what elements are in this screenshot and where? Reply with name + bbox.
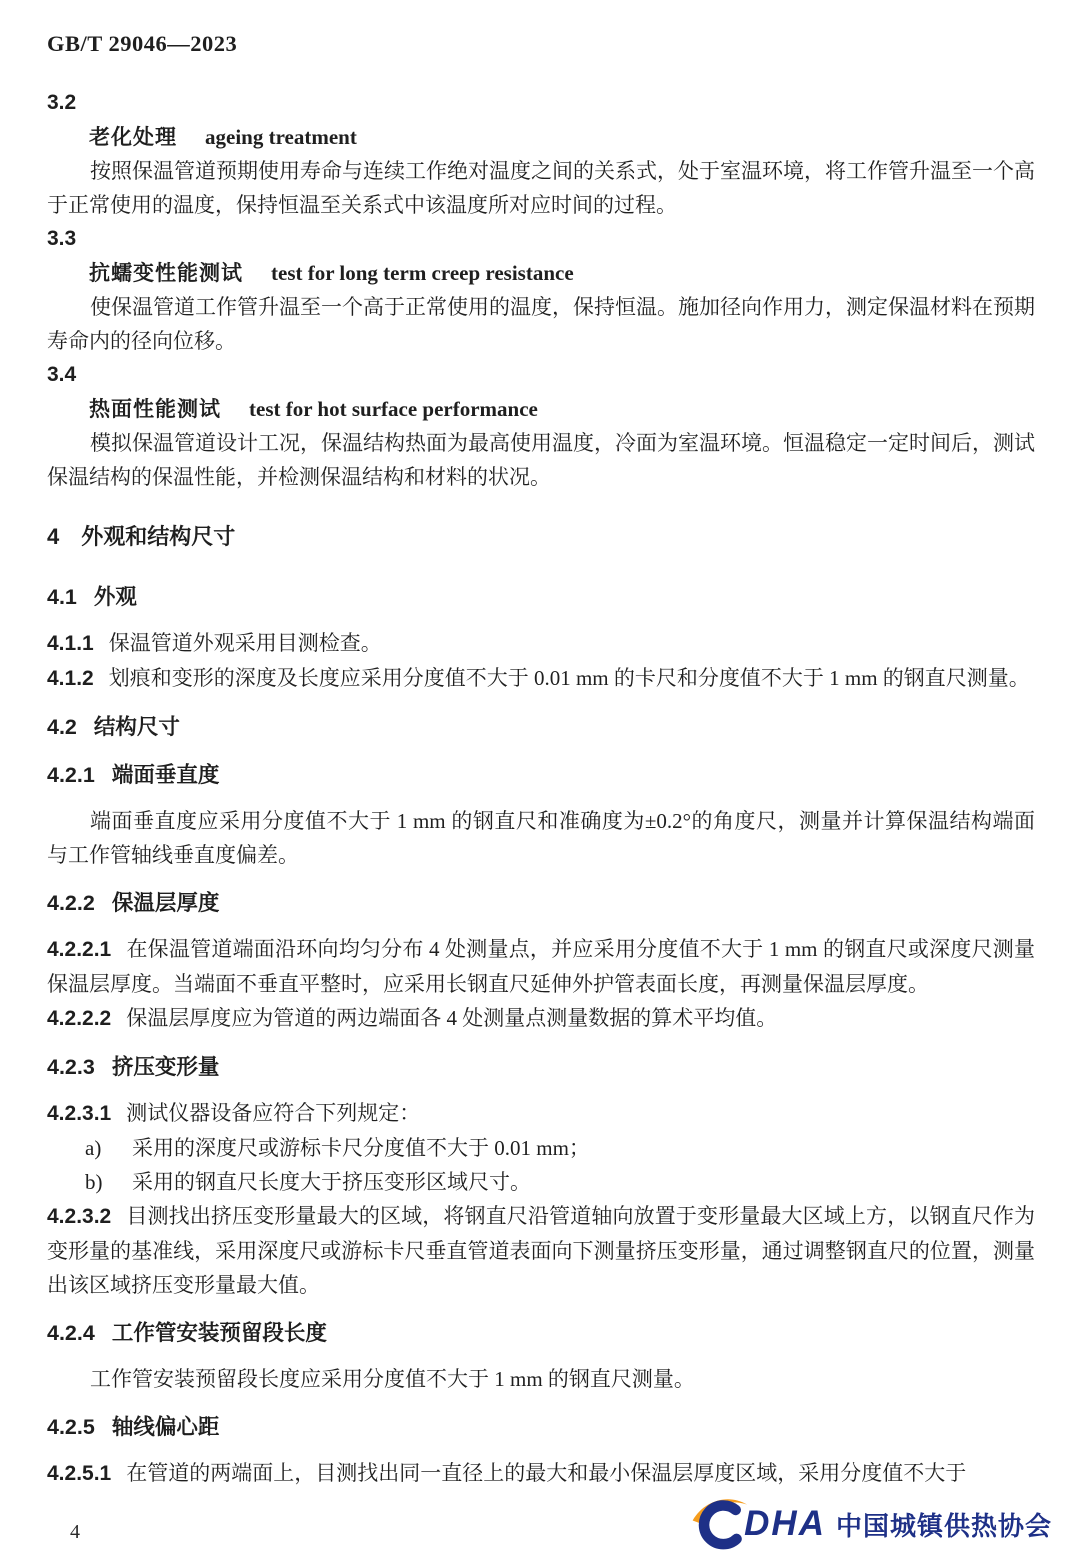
logo-association-name: 中国城镇供热协会: [835, 1510, 1052, 1541]
numbered-paragraph-4.2.5.1: 4.2.5.1 在管道的两端面上，目测找出同一直径上的最大和最小保温层厚度区域，采用分度值不大于: [47, 1461, 967, 1485]
cdha-logo-icon: [690, 1495, 748, 1553]
list-item-a: a) 采用的深度尺或游标卡尺分度值不大于 0.01 mm；: [85, 1136, 590, 1160]
section-heading-4.2: 4.2 结构尺寸: [47, 715, 180, 739]
numbered-paragraph-4.1.1: 4.1.1 保温管道外观采用目测检查。: [47, 631, 382, 655]
term-heading: 热面性能测试 test for hot surface performance: [89, 397, 538, 421]
association-logo: [680, 1490, 1056, 1558]
numbered-paragraph-4.2.3.2: 4.2.3.2 目测找出挤压变形量最大的区域，将钢直尺沿管道轴向放置于变形量最大区域上方，以钢直尺作为变形量的基准线，采用深度尺或游标卡尺垂直管道表面向下测量挤压变形量，通过调整钢直尺的位置，测量出该区域挤压变形量最大值。: [47, 1204, 1035, 1297]
document-body: [0, 58, 1080, 1491]
paragraph: 按照保温管道预期使用寿命与连续工作绝对温度之间的关系式，处于室温环境，将工作管升温至一个高于正常使用的温度，保持恒温至关系式中该温度所对应时间的过程。: [47, 159, 1035, 217]
section-heading-4.2.3: 4.2.3 挤压变形量: [47, 1055, 220, 1079]
term-heading: 老化处理 ageing treatment: [89, 125, 357, 149]
clause-number: 3.4: [47, 363, 77, 386]
numbered-paragraph-4.1.2: 4.1.2 划痕和变形的深度及长度应采用分度值不大于 0.01 mm 的卡尺和分度值不大于 1 mm 的钢直尺测量。: [47, 666, 1030, 690]
numbered-paragraph-4.2.3.1: 4.2.3.1 测试仪器设备应符合下列规定：: [47, 1101, 421, 1125]
section-heading-4.2.1: 4.2.1 端面垂直度: [47, 763, 220, 787]
list-item-b: b) 采用的钢直尺长度大于挤压变形区域尺寸。: [85, 1170, 531, 1194]
clause-number: 3.2: [47, 91, 77, 114]
standard-code-header: GB/T 29046—2023: [47, 31, 238, 56]
section-heading-4.2.5: 4.2.5 轴线偏心距: [47, 1415, 220, 1439]
paragraph: 工作管安装预留段长度应采用分度值不大于 1 mm 的钢直尺测量。: [90, 1367, 695, 1391]
section-heading-4.1: 4.1 外观: [47, 585, 137, 609]
term-heading: 抗蠕变性能测试 test for long term creep resistance: [89, 261, 574, 285]
section-heading-4: 4 外观和结构尺寸: [47, 524, 236, 549]
numbered-paragraph-4.2.2.2: 4.2.2.2 保温层厚度应为管道的两边端面各 4 处测量点测量数据的算术平均值。: [47, 1006, 778, 1030]
page-number: 4: [70, 1521, 80, 1543]
paragraph: 使保温管道工作管升温至一个高于正常使用的温度，保持恒温。施加径向作用力，测定保温材料在预期寿命内的径向位移。: [47, 295, 1035, 353]
clause-number: 3.3: [47, 227, 77, 250]
section-heading-4.2.4: 4.2.4 工作管安装预留段长度: [47, 1321, 327, 1345]
numbered-paragraph-4.2.2.1: 4.2.2.1 在保温管道端面沿环向均匀分布 4 处测量点，并应采用分度值不大于 1 mm 的钢直尺或深度尺测量保温层厚度。当端面不垂直平整时，应采用长钢直尺延伸外护管表面长度，再测量保温层厚度。: [47, 937, 1035, 996]
logo-acronym-text: DHA: [744, 1504, 826, 1543]
paragraph: 端面垂直度应采用分度值不大于 1 mm 的钢直尺和准确度为±0.2°的角度尺，测量并计算保温结构端面与工作管轴线垂直度偏差。: [47, 809, 1035, 867]
section-heading-4.2.2: 4.2.2 保温层厚度: [47, 891, 220, 915]
paragraph: 模拟保温管道设计工况，保温结构热面为最高使用温度，冷面为室温环境。恒温稳定一定时间后，测试保温结构的保温性能，并检测保温结构和材料的状况。: [47, 431, 1035, 489]
